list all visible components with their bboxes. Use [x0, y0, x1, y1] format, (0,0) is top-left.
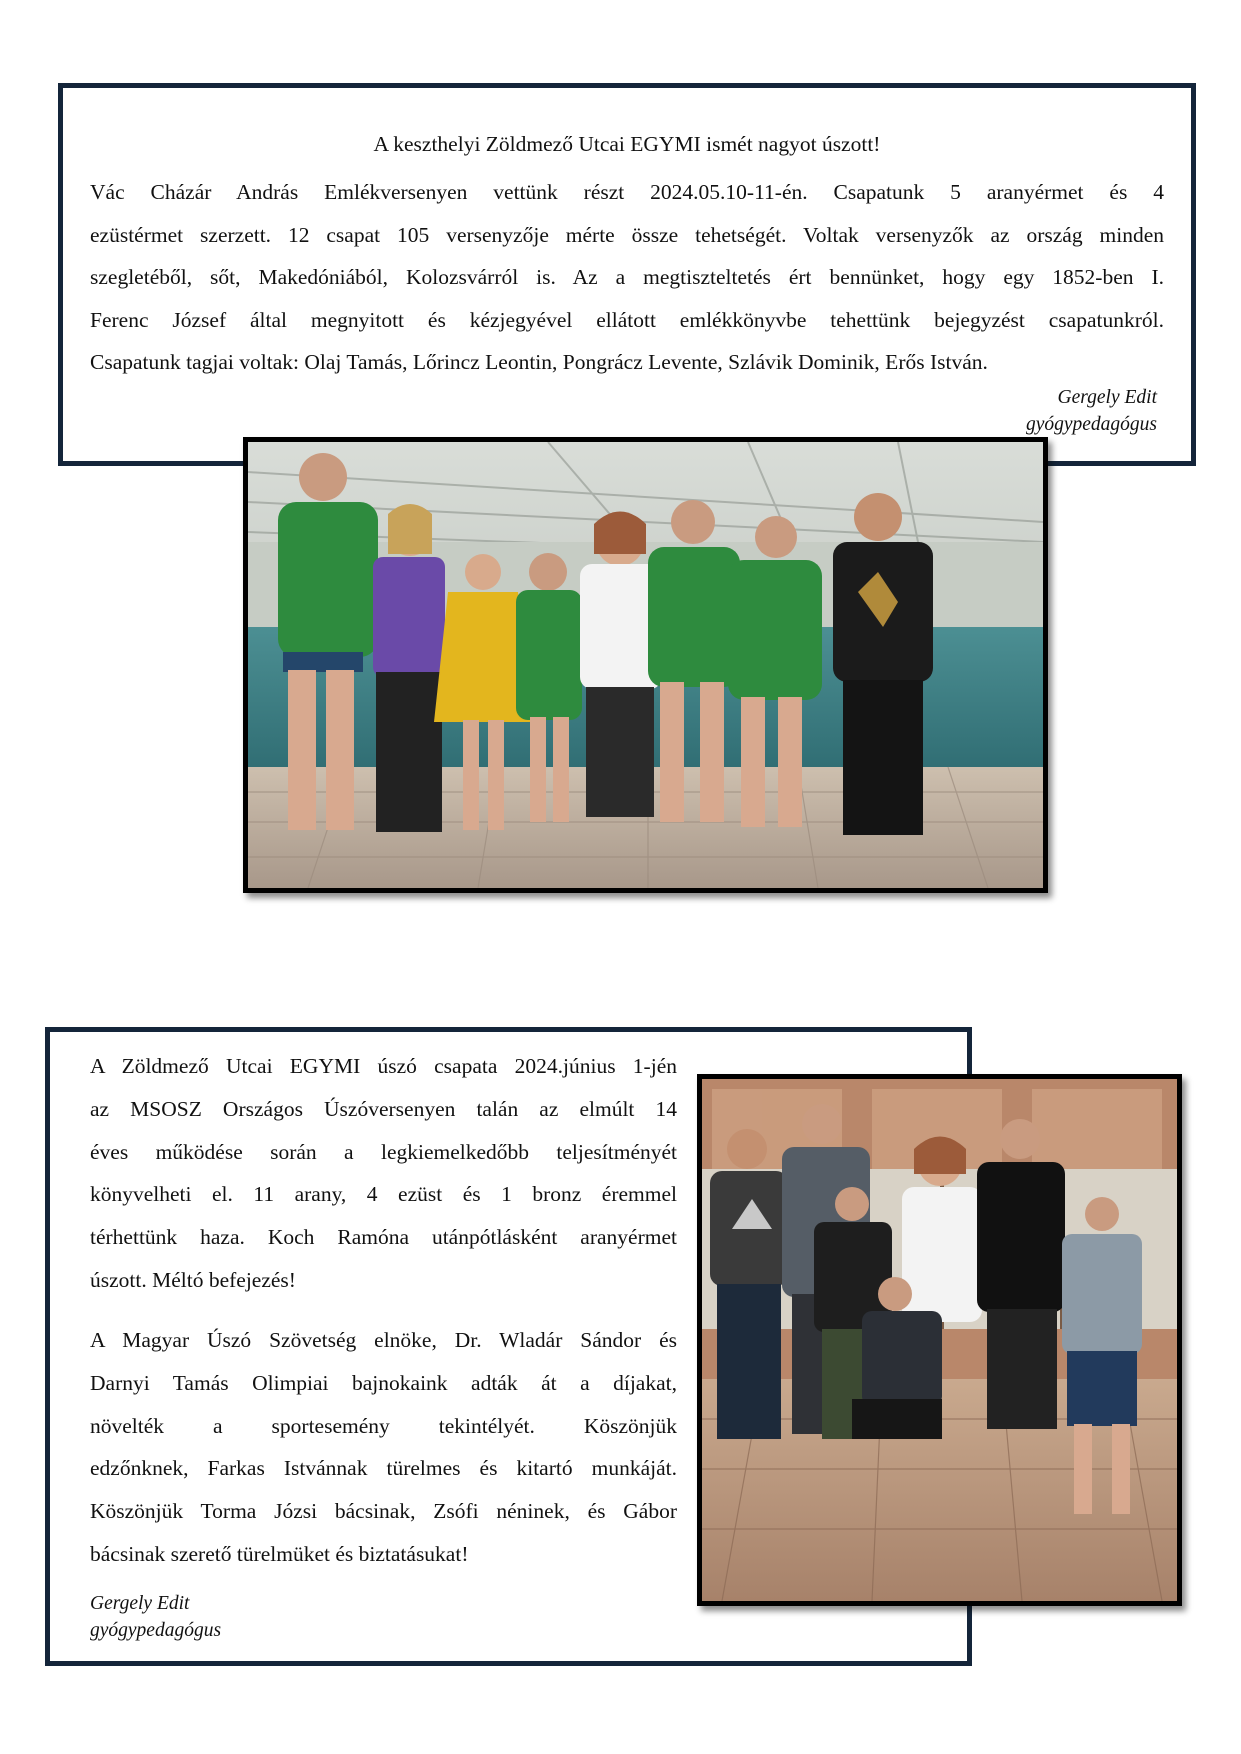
team-photo-pool-image — [248, 442, 1043, 888]
article-2-line: növelték a sportesemény tekintélyét. Köszönjük — [90, 1413, 677, 1438]
article-2-line: könyvelheti el. 11 arany, 4 ezüst és 1 bronz éremmel — [90, 1182, 677, 1207]
article-2-line: Darnyi Tamás Olimpiai bajnokaink adták át a díjakat, — [90, 1370, 677, 1395]
article-2-line: az MSOSZ Országos Úszóversenyen talán az elmúlt 14 — [90, 1096, 677, 1121]
article-1-frame — [58, 83, 1196, 466]
team-photo-medals-image — [702, 1079, 1177, 1601]
signature-name: Gergely Edit — [90, 1593, 190, 1614]
article-2-line: éves működése során a legkiemelkedőbb teljesítményét — [90, 1139, 677, 1164]
team-photo-medals — [697, 1074, 1182, 1606]
article-1-body — [90, 171, 1164, 384]
article-1-signature — [1026, 384, 1157, 438]
article-2-line: Köszönjük Torma Józsi bácsinak, Zsófi néninek, és Gábor — [90, 1499, 677, 1524]
article-2-line: úszott. Méltó befejezés! — [90, 1267, 296, 1292]
article-1-line: Csapatunk tagjai voltak: Olaj Tamás, Lőrincz Leontin, Pongrácz Levente, Szlávik Dominik, Erős István. — [90, 350, 988, 374]
signature-role: gyógypedagógus — [90, 1620, 222, 1641]
article-1-line: Vác Cházár András Emlékversenyen vettünk részt 2024.05.10-11-én. Csapatunk 5 aranyérmet és 4 — [90, 180, 1164, 204]
article-2-line: térhettünk haza. Koch Ramóna utánpótlásként aranyérmet — [90, 1225, 677, 1250]
article-2-paragraph-2 — [90, 1319, 677, 1576]
article-1-line: szegletéből, sőt, Makedóniából, Kolozsvárról is. Az a megtiszteltetés ért bennünket, hogy egy 1852-ben I. — [90, 265, 1164, 289]
article-2-signature — [90, 1590, 221, 1644]
signature-name: Gergely Edit — [1057, 387, 1157, 408]
article-2-line: A Zöldmező Utcai EGYMI úszó csapata 2024.június 1-jén — [90, 1054, 677, 1078]
article-1-title: A keszthelyi Zöldmező Utcai EGYMI ismét nagyot úszott! — [373, 132, 881, 156]
article-2-line: edzőnknek, Farkas Istvánnak türelmes és kitartó munkáját. — [90, 1456, 677, 1481]
article-2-line: bácsinak szerető türelmüket és biztatásukat! — [90, 1541, 469, 1566]
article-2-paragraph-1 — [90, 1045, 677, 1302]
article-2-line: A Magyar Úszó Szövetség elnöke, Dr. Wladár Sándor és — [90, 1328, 677, 1352]
article-1-line: Ferenc József által megnyitott és kézjegyével ellátott emlékkönyvbe tehettünk bejegyzést csapatunkról. — [90, 307, 1164, 332]
article-1-line: ezüstérmet szerzett. 12 csapat 105 versenyzője mérte össze tehetségét. Voltak versenyzők az ország minden — [90, 222, 1164, 247]
team-photo-pool — [243, 437, 1048, 893]
signature-role: gyógypedagógus — [1025, 414, 1157, 435]
